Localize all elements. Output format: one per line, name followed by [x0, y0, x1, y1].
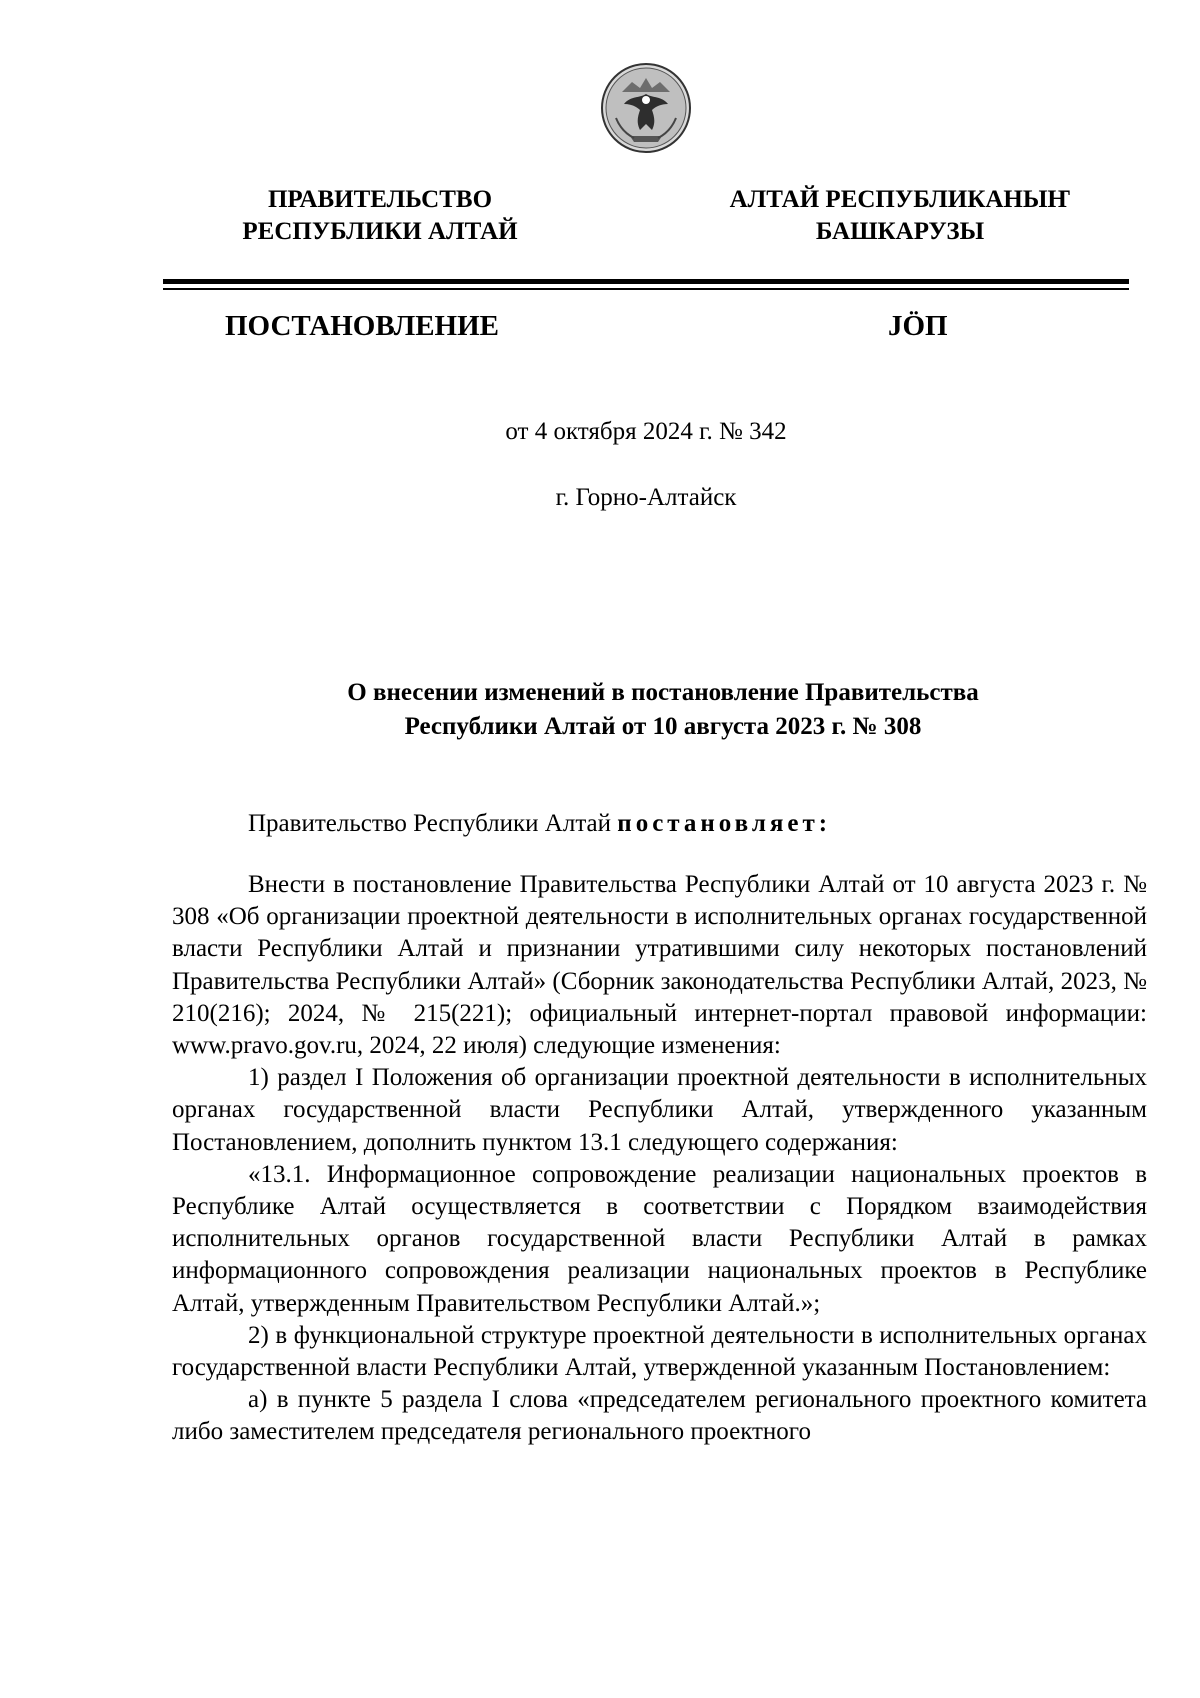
body-paragraph: 2) в функциональной структуре проектной деятельности в исполнительных органах государственной власти Республики Алтай, утвержденной указанным Постановлением:	[172, 1321, 1147, 1382]
header-left-line2: РЕСПУБЛИКИ АЛТАЙ	[242, 218, 518, 245]
coat-of-arms-emblem	[600, 58, 692, 158]
header-right	[700, 184, 1100, 248]
header-right-line2: БАШКАРУЗЫ	[815, 218, 985, 245]
header-left	[200, 184, 560, 248]
header-right-line1: АЛТАЙ РЕСПУБЛИКАНЫҤ	[729, 186, 1071, 213]
date-line: от 4 октября 2024 г. № 342	[505, 418, 787, 445]
document-title	[163, 676, 1163, 744]
header-left-line1: ПРАВИТЕЛЬСТВО	[267, 186, 493, 213]
document-body	[172, 869, 1147, 1449]
city-line: г. Горно-Алтайск	[555, 484, 737, 511]
intro-verb: постановляет:	[617, 810, 832, 837]
body-paragraph: Внести в постановление Правительства Республики Алтай от 10 августа 2023 г. № 308 «Об организации проектной деятельности в исполнительных органах государственной власти Республики Алтай и признании утратившими силу некоторых постановлений Правительства Республики Алтай» (Сборник законодательства Республики Алтай, 2023, № 210(216); 2024, № 215(221); официальный интернет-портал правовой информации: www.pravo.gov.ru, 2024, 22 июля) следующие изменения:	[172, 871, 1147, 1060]
title-line2: Республики Алтай от 10 августа 2023 г. № 308	[404, 713, 922, 740]
intro-lead: Правительство Республики Алтай	[248, 810, 618, 837]
body-paragraph: «13.1. Информационное сопровождение реализации национальных проектов в Республике Алтай осуществляется в соответствии с Порядком взаимодействия исполнительных органов государственной власти Республики Алтай в рамках информационного сопровождения реализации национальных проектов в Республике Алтай, утвержденным Правительством Республики Алтай.»;	[172, 1160, 1147, 1317]
body-paragraph: а) в пункте 5 раздела I слова «председателем регионального проектного комитета либо заместителем председателя регионального проектного	[172, 1386, 1147, 1446]
doc-type-left: ПОСТАНОВЛЕНИЕ	[225, 310, 500, 342]
doc-type-right: JӦП	[888, 310, 948, 342]
header-divider-thick	[163, 279, 1129, 284]
header-divider-thin	[163, 288, 1129, 290]
intro-line	[248, 809, 831, 839]
body-paragraph: 1) раздел I Положения об организации проектной деятельности в исполнительных органах государственной власти Республики Алтай, утвержденного указанным Постановлением, дополнить пунктом 13.1 следующего содержания:	[172, 1064, 1147, 1156]
title-line1: О внесении изменений в постановление Правительства	[347, 679, 979, 706]
